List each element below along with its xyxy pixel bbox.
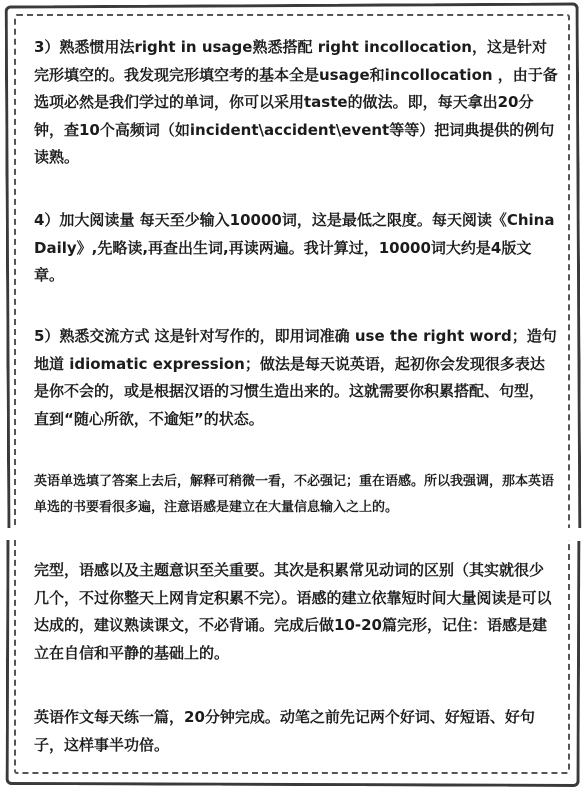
paragraph-reading-volume: 4）加大阅读量 每天至少输入10000词，这是最低之限度。每天阅读《China Daily》,先略读,再查出生词,再读两遍。我计算过，10000词大约是4版文章。	[34, 211, 555, 285]
paragraph-single-choice: 英语单选填了答案上去后，解释可稍微一看，不必强记；重在语感。所以我强调，那本英语单选的书要看很多遍，注意语感是建立在大量信息输入之上的。	[34, 474, 555, 515]
paragraph-usage-collocation: 3）熟悉惯用法right in usage熟悉搭配 right incollocation，这是针对完形填空的。我发现完形填空考的基本全是usage和incollocation ，由于备选项必然是我们学过的单词，你可以采用taste的做法。即，每天拿出20分钟，查10个高频词（如incident\accident\event等等）把词典提供的例句读熟。	[34, 38, 558, 167]
section-gap	[0, 528, 587, 540]
paragraph-composition: 英语作文每天练一篇，20分钟完成。动笔之前先记两个好词、好短语、好句子，这样事半功倍。	[34, 708, 535, 754]
paragraph-communication: 5）熟悉交流方式 这是针对写作的，即用词准确 use the right word；造句地道 idiomatic expression；做法是每天说英语，起初你会发现很多表达是你不会的，或是根据汉语的习惯生造出来的。这就需要你积累搭配、句型，直到“随心所欲，不逾矩”的状态。	[34, 327, 557, 428]
paragraph-cloze: 完型，语感以及主题意识至关重要。其次是积累常见动词的区别（其实就很少几个，不过你整天上网肯定积累不完）。语感的建立依靠短时间大量阅读是可以达成的，建议熟读课文，不必背诵。完成后做10-20篇完形，记住：语感是建立在自信和平静的基础上的。	[34, 561, 552, 662]
